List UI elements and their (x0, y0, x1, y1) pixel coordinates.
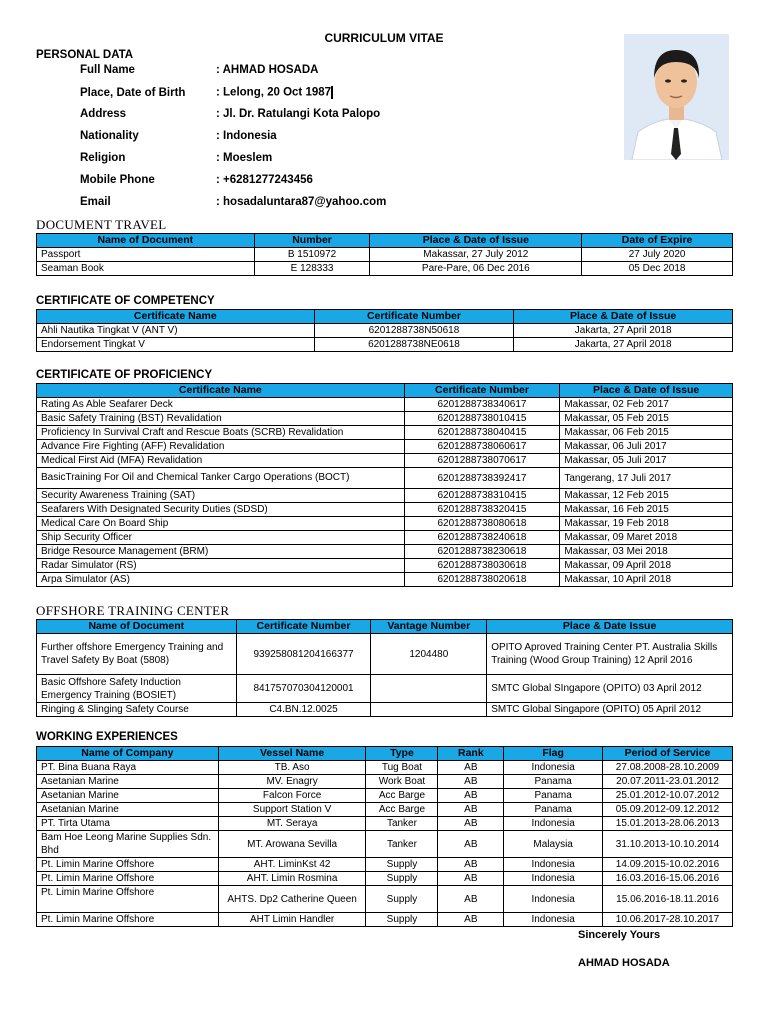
table-cell: 16.03.2016-15.06.2016 (603, 872, 733, 886)
table-cell: Supply (366, 886, 438, 913)
table-cell: Acc Barge (366, 803, 438, 817)
table-cell: Ahli Nautika Tingkat V (ANT V) (37, 324, 315, 338)
table-cell: AB (438, 831, 504, 858)
table-cell: Passport (37, 248, 255, 262)
table-cell: Makassar, 12 Feb 2015 (560, 489, 733, 503)
table-cell: 6201288738070617 (404, 454, 560, 468)
proficiency-heading: CERTIFICATE OF PROFICIENCY (36, 369, 213, 381)
column-header: Certificate Number (404, 384, 560, 398)
pd-label: Email (80, 196, 111, 208)
table-cell: 05.09.2012-09.12.2012 (603, 803, 733, 817)
column-header: Type (366, 747, 438, 761)
column-header: Certificate Number (314, 310, 514, 324)
table-row (37, 468, 733, 489)
table-cell: Supply (366, 872, 438, 886)
table-cell: AB (438, 761, 504, 775)
table-row (37, 338, 733, 352)
table-cell: Seafarers With Designated Security Duties (SDSD) (37, 503, 405, 517)
table-cell: Indonesia (504, 872, 603, 886)
pd-value: : Moeslem (216, 152, 273, 164)
table-row (37, 886, 733, 913)
table-header-row (37, 620, 733, 634)
table-row (37, 531, 733, 545)
table-cell: Indonesia (504, 913, 603, 927)
pd-religion (80, 152, 272, 164)
table-cell: Makassar, 09 Maret 2018 (560, 531, 733, 545)
table-cell: AHT. Limin Rosmina (218, 872, 366, 886)
table-cell (371, 675, 487, 703)
pd-birth (80, 86, 333, 99)
page-title: CURRICULUM VITAE (324, 31, 444, 45)
table-cell: Indonesia (504, 761, 603, 775)
table-cell: Support Station V (218, 803, 366, 817)
table-row (37, 803, 733, 817)
table-cell: AB (438, 817, 504, 831)
table-cell: Makassar, 27 July 2012 (370, 248, 582, 262)
table-cell: 6201288738040415 (404, 426, 560, 440)
table-cell: Acc Barge (366, 789, 438, 803)
table-cell: Makassar, 03 Mei 2018 (560, 545, 733, 559)
column-header: Rank (438, 747, 504, 761)
table-cell: Makassar, 02 Feb 2017 (560, 398, 733, 412)
table-cell: Endorsement Tingkat V (37, 338, 315, 352)
table-row (37, 634, 733, 675)
table-row (37, 503, 733, 517)
table-cell: Indonesia (504, 817, 603, 831)
table-cell: Pt. Limin Marine Offshore (37, 886, 219, 913)
pd-value: : +6281277243456 (216, 174, 313, 186)
table-cell: 6201288738060617 (404, 440, 560, 454)
table-cell: Pt. Limin Marine Offshore (37, 858, 219, 872)
table-cell: MT. Arowana Sevilla (218, 831, 366, 858)
table-cell: Advance Fire Fighting (AFF) Revalidation (37, 440, 405, 454)
table-row (37, 248, 733, 262)
column-header: Name of Document (37, 234, 255, 248)
table-row (37, 559, 733, 573)
table-cell: Asetanian Marine (37, 789, 219, 803)
table-row (37, 775, 733, 789)
table-cell: Makassar, 05 Juli 2017 (560, 454, 733, 468)
table-cell: MT. Seraya (218, 817, 366, 831)
table-cell: Medical Care On Board Ship (37, 517, 405, 531)
table-row (37, 573, 733, 587)
table-cell: Makassar, 06 Juli 2017 (560, 440, 733, 454)
offshore-heading: OFFSHORE TRAINING CENTER (36, 603, 230, 618)
table-cell: Proficiency In Survival Craft and Rescue Boats (SCRB) Revalidation (37, 426, 405, 440)
table-cell: SMTC Global SIngapore (OPITO) 03 April 2012 (487, 675, 733, 703)
table-cell: TB. Aso (218, 761, 366, 775)
working-table (36, 746, 733, 927)
table-cell: Further offshore Emergency Training and Travel Safety By Boat (5808) (37, 634, 237, 675)
pd-nationality (80, 130, 277, 142)
table-cell: Medical First Aid (MFA) Revalidation (37, 454, 405, 468)
table-cell: Indonesia (504, 886, 603, 913)
table-cell: Basic Offshore Safety Induction Emergency Training (BOSIET) (37, 675, 237, 703)
table-cell (371, 703, 487, 717)
table-cell: 6201288738310415 (404, 489, 560, 503)
table-row (37, 789, 733, 803)
table-cell: 6201288738240618 (404, 531, 560, 545)
text-cursor (331, 86, 333, 99)
table-row (37, 703, 733, 717)
pd-value: : Lelong, 20 Oct 1987 (216, 86, 332, 99)
column-header: Place & Date of Issue (514, 310, 733, 324)
table-cell: Ship Security Officer (37, 531, 405, 545)
table-cell: Bridge Resource Management (BRM) (37, 545, 405, 559)
table-cell: Makassar, 05 Feb 2015 (560, 412, 733, 426)
table-cell: Panama (504, 789, 603, 803)
table-row (37, 517, 733, 531)
table-cell: Panama (504, 775, 603, 789)
table-header-row (37, 310, 733, 324)
table-cell: 6201288738010415 (404, 412, 560, 426)
table-cell: AB (438, 872, 504, 886)
table-cell: Pt. Limin Marine Offshore (37, 913, 219, 927)
table-cell: B 1510972 (254, 248, 370, 262)
column-header: Place & Date of Issue (370, 234, 582, 248)
table-cell: 6201288738N50618 (314, 324, 514, 338)
column-header: Vessel Name (218, 747, 366, 761)
column-header: Place & Date Issue (487, 620, 733, 634)
pd-label: Religion (80, 152, 126, 164)
table-cell: Tanker (366, 817, 438, 831)
column-header: Flag (504, 747, 603, 761)
table-cell: AB (438, 775, 504, 789)
table-cell: Bam Hoe Leong Marine Supplies Sdn. Bhd (37, 831, 219, 858)
table-cell: MV. Enagry (218, 775, 366, 789)
table-cell: 6201288738030618 (404, 559, 560, 573)
table-cell: SMTC Global Singapore (OPITO) 05 April 2012 (487, 703, 733, 717)
table-cell: Pt. Limin Marine Offshore (37, 872, 219, 886)
table-cell: BasicTraining For Oil and Chemical Tanker Cargo Operations (BOCT) (37, 468, 405, 489)
table-cell: Makassar, 06 Feb 2015 (560, 426, 733, 440)
pd-label: Mobile Phone (80, 174, 155, 186)
table-cell: Makassar, 19 Feb 2018 (560, 517, 733, 531)
signature-name: AHMAD HOSADA (578, 957, 670, 969)
pd-email (80, 196, 386, 208)
competency-table (36, 309, 733, 352)
table-cell: Work Boat (366, 775, 438, 789)
table-cell: C4.BN.12.0025 (236, 703, 371, 717)
table-cell: 14.09.2015-10.02.2016 (603, 858, 733, 872)
table-cell: 6201288738320415 (404, 503, 560, 517)
table-cell: AB (438, 886, 504, 913)
proficiency-table (36, 383, 733, 587)
table-cell: Tangerang, 17 Juli 2017 (560, 468, 733, 489)
table-cell: PT. Bina Buana Raya (37, 761, 219, 775)
working-heading: WORKING EXPERIENCES (36, 731, 178, 743)
pd-label: Address (80, 108, 127, 120)
table-cell: Malaysia (504, 831, 603, 858)
person-photo-icon (624, 34, 729, 160)
table-cell: 939258081204166377 (236, 634, 371, 675)
table-cell: 20.07.2011-23.01.2012 (603, 775, 733, 789)
table-cell: 6201288738020618 (404, 573, 560, 587)
table-cell: PT. Tirta Utama (37, 817, 219, 831)
table-row (37, 454, 733, 468)
table-cell: 6201288738230618 (404, 545, 560, 559)
table-row (37, 398, 733, 412)
table-cell: 15.01.2013-28.06.2013 (603, 817, 733, 831)
table-cell: AB (438, 803, 504, 817)
pd-label: Full Name (80, 64, 135, 76)
table-row (37, 761, 733, 775)
column-header: Number (254, 234, 370, 248)
pd-mobile (80, 174, 313, 186)
table-row (37, 913, 733, 927)
table-cell: 1204480 (371, 634, 487, 675)
pd-value: : hosadaluntara87@yahoo.com (216, 196, 387, 208)
table-cell: Ringing & Slinging Safety Course (37, 703, 237, 717)
table-cell: AB (438, 913, 504, 927)
pd-label: Nationality (80, 130, 139, 142)
table-row (37, 440, 733, 454)
column-header: Certificate Name (37, 310, 315, 324)
table-cell: Pare-Pare, 06 Dec 2016 (370, 262, 582, 276)
table-cell: 31.10.2013-10.10.2014 (603, 831, 733, 858)
pd-value: : Jl. Dr. Ratulangi Kota Palopo (216, 108, 381, 120)
table-cell: Arpa Simulator (AS) (37, 573, 405, 587)
table-row (37, 262, 733, 276)
column-header: Place & Date of Issue (560, 384, 733, 398)
table-cell: Seaman Book (37, 262, 255, 276)
table-cell: OPITO Aproved Training Center PT. Australia Skills Training (Wood Group Training) 12 April 2016 (487, 634, 733, 675)
table-cell: AHTS. Dp2 Catherine Queen (218, 886, 366, 913)
table-cell: 10.06.2017-28.10.2017 (603, 913, 733, 927)
table-header-row (37, 234, 733, 248)
table-cell: AHT Limin Handler (218, 913, 366, 927)
column-header: Date of Expire (582, 234, 733, 248)
table-row (37, 675, 733, 703)
personal-data-heading: PERSONAL DATA (36, 49, 134, 61)
table-cell: Supply (366, 858, 438, 872)
table-cell: Tanker (366, 831, 438, 858)
column-header: Certificate Number (236, 620, 371, 634)
table-row (37, 817, 733, 831)
document-travel-table (36, 233, 733, 276)
table-cell: Basic Safety Training (BST) Revalidation (37, 412, 405, 426)
table-row (37, 412, 733, 426)
table-cell: 841757070304120001 (236, 675, 371, 703)
table-cell: AB (438, 858, 504, 872)
table-cell: Security Awareness Training (SAT) (37, 489, 405, 503)
table-cell: Asetanian Marine (37, 803, 219, 817)
table-cell: 27.08.2008-28.10.2009 (603, 761, 733, 775)
table-cell: Jakarta, 27 April 2018 (514, 338, 733, 352)
table-cell: E 128333 (254, 262, 370, 276)
table-row (37, 545, 733, 559)
column-header: Vantage Number (371, 620, 487, 634)
table-cell: Makassar, 16 Feb 2015 (560, 503, 733, 517)
pd-label: Place, Date of Birth (80, 86, 186, 99)
table-header-row (37, 384, 733, 398)
pd-address (80, 108, 380, 120)
table-cell: Asetanian Marine (37, 775, 219, 789)
table-cell: 25.01.2012-10.07.2012 (603, 789, 733, 803)
document-travel-heading: DOCUMENT TRAVEL (36, 217, 167, 232)
table-header-row (37, 747, 733, 761)
table-row (37, 324, 733, 338)
table-cell: Jakarta, 27 April 2018 (514, 324, 733, 338)
table-cell: 6201288738340617 (404, 398, 560, 412)
table-cell: 05 Dec 2018 (582, 262, 733, 276)
table-cell: 15.06.2016-18.11.2016 (603, 886, 733, 913)
table-cell: Rating As Able Seafarer Deck (37, 398, 405, 412)
table-cell: Falcon Force (218, 789, 366, 803)
offshore-table (36, 619, 733, 717)
table-cell: Makassar, 09 April 2018 (560, 559, 733, 573)
table-row (37, 872, 733, 886)
table-cell: Supply (366, 913, 438, 927)
table-row (37, 489, 733, 503)
table-row (37, 831, 733, 858)
pd-value: : AHMAD HOSADA (216, 64, 319, 76)
table-cell: 6201288738080618 (404, 517, 560, 531)
column-header: Name of Company (37, 747, 219, 761)
table-row (37, 858, 733, 872)
table-cell: AB (438, 789, 504, 803)
table-cell: Radar Simulator (RS) (37, 559, 405, 573)
table-cell: 6201288738392417 (404, 468, 560, 489)
table-cell: Indonesia (504, 858, 603, 872)
closing-text: Sincerely Yours (578, 929, 661, 941)
pd-full-name (80, 64, 318, 76)
table-cell: Makassar, 10 April 2018 (560, 573, 733, 587)
column-header: Certificate Name (37, 384, 405, 398)
table-cell: AHT. LiminKst 42 (218, 858, 366, 872)
table-row (37, 426, 733, 440)
pd-value: : Indonesia (216, 130, 277, 142)
table-cell: Tug Boat (366, 761, 438, 775)
table-cell: Panama (504, 803, 603, 817)
profile-photo (624, 34, 729, 160)
table-cell: 27 July 2020 (582, 248, 733, 262)
competency-heading: CERTIFICATE OF COMPETENCY (36, 295, 215, 307)
table-cell: 6201288738NE0618 (314, 338, 514, 352)
column-header: Period of Service (603, 747, 733, 761)
column-header: Name of Document (37, 620, 237, 634)
